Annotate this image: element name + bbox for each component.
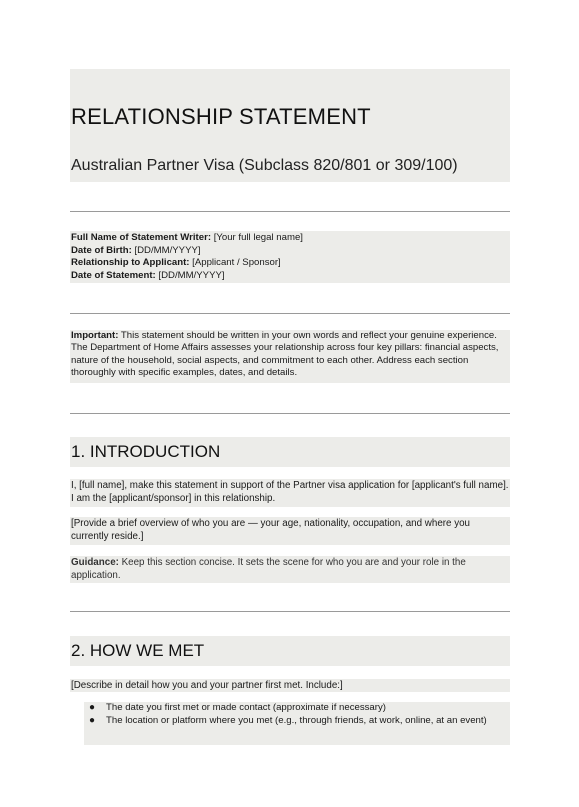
detail-label: Full Name of Statement Writer: [71,232,212,243]
introduction-paragraph: I, [full name], make this statement in support of the Partner visa application for [applicant's full name]. I am the [applicant/sponsor] in this relationship. [70,479,510,507]
document-title: RELATIONSHIP STATEMENT [71,104,371,129]
important-label: Important: [71,330,119,341]
detail-relationship [70,257,510,270]
guidance-text: Keep this section concise. It sets the scene for who you are and your role in the application. [71,557,466,581]
introduction-overview-placeholder: [Provide a brief overview of who you are — your age, nationality, occupation, and where you currently reside.] [70,517,510,545]
detail-value: [Applicant / Sponsor] [189,257,281,268]
detail-dob [70,245,510,258]
how-we-met-list [84,702,510,745]
statement-details [70,231,510,283]
section-heading-introduction [70,437,510,467]
divider [70,413,510,414]
section-heading-text: 1. INTRODUCTION [71,442,221,461]
list-item [84,715,510,728]
detail-label: Relationship to Applicant: [71,257,190,268]
title-block [70,69,510,182]
detail-value: [DD/MM/YYYY] [155,269,225,281]
document-subtitle: Australian Partner Visa (Subclass 820/801 or 309/100) [71,157,458,174]
detail-label: Date of Birth: [71,244,132,256]
divider [70,611,510,612]
detail-value: [DD/MM/YYYY] [131,244,201,256]
list-item-text: The date you first met or made contact (approximate if necessary) [106,702,386,713]
list-item-text: The location or platform where you met (e.g., through friends, at work, online, at an event) [106,714,487,726]
section-heading-how-we-met [70,636,510,666]
section-heading-text: 2. HOW WE MET [71,641,205,660]
divider [70,211,510,212]
introduction-guidance [70,556,510,583]
important-text: This statement should be written in your own words and reflect your genuine experience. The Department of Home Affairs assesses your relationship across four key pillars: financial aspects, nature of the household, social aspects, and commitment to each other. Address each section thoroughly with specific examples, dates, and details. [71,330,499,378]
list-item [84,702,510,715]
detail-statement-date [70,270,510,283]
detail-full-name [70,232,510,245]
guidance-label: Guidance: [71,557,119,568]
detail-label: Date of Statement: [71,269,156,281]
bullet-icon: ● [89,714,96,726]
divider [70,313,510,314]
important-notice [70,330,510,383]
bullet-icon: ● [89,702,96,713]
detail-value: [Your full legal name] [211,232,303,243]
how-we-met-intro: [Describe in detail how you and your partner first met. Include:] [70,679,510,692]
